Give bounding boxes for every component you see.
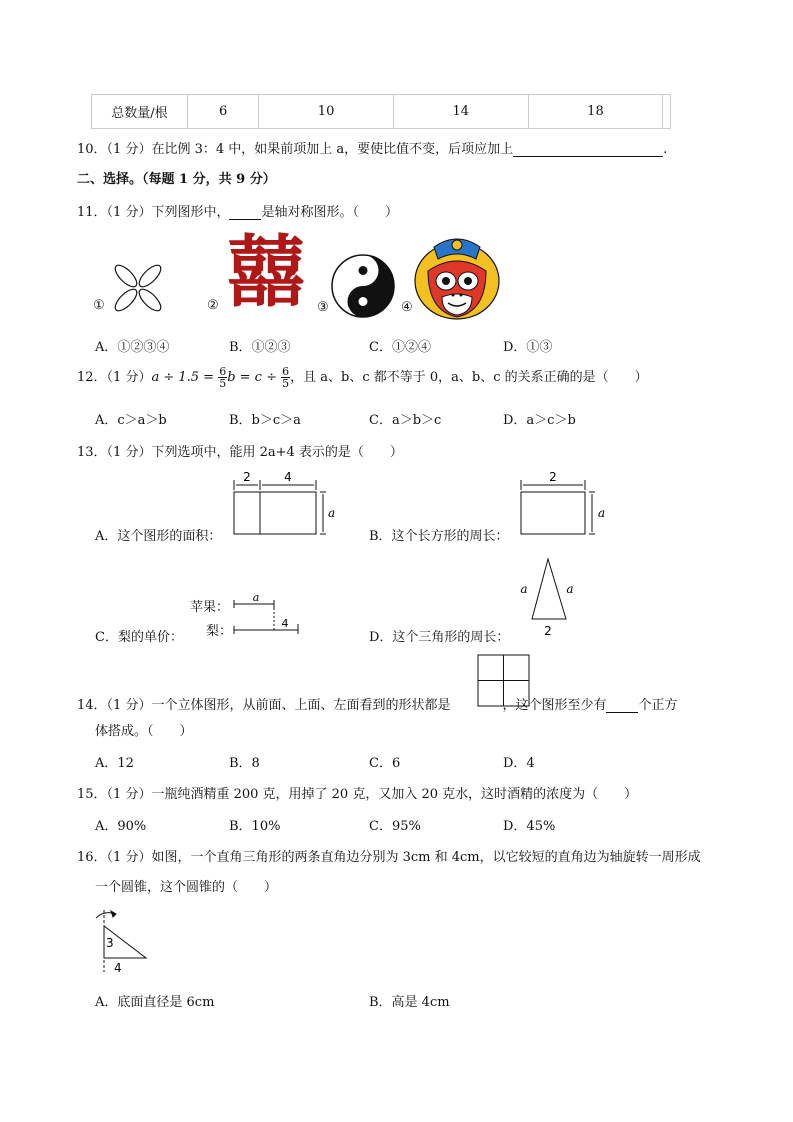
table-cell: 14 bbox=[393, 95, 528, 129]
yin-yang-figure bbox=[330, 253, 396, 319]
q12-fraction-1 bbox=[218, 366, 227, 389]
segment-label-4: 4 bbox=[281, 617, 289, 630]
q11-answer-blank[interactable] bbox=[229, 219, 261, 220]
table-cell: 6 bbox=[188, 95, 259, 129]
question-11-stem bbox=[77, 201, 398, 220]
q14-option-d[interactable]: D．4 bbox=[503, 756, 535, 771]
q13-option-d[interactable]: D．这个三角形的周长： bbox=[369, 630, 510, 645]
double-happiness-figure: 囍 bbox=[227, 228, 306, 318]
q15-option-d[interactable]: D．45% bbox=[503, 819, 556, 834]
dim-label-a: a bbox=[328, 506, 336, 520]
figure-mark-4: ④ bbox=[401, 300, 413, 315]
q13-d-triangle-figure bbox=[514, 556, 584, 638]
question-13-stem: 13．（1 分）下列选项中，能用 2a+4 表示的是（ ） bbox=[77, 445, 403, 460]
q11-option-a[interactable]: A．①②③④ bbox=[95, 340, 170, 355]
q16-option-b[interactable]: B．高是 4cm bbox=[369, 995, 450, 1010]
frac-denominator: 5 bbox=[219, 377, 227, 390]
four-petal-flower-figure bbox=[112, 262, 164, 314]
q12-prefix: 12．（1 分） bbox=[77, 370, 152, 385]
q13-option-b[interactable]: B．这个长方形的周长： bbox=[369, 529, 509, 544]
table-cell bbox=[663, 95, 671, 129]
q10-answer-blank[interactable] bbox=[513, 156, 663, 157]
table-row bbox=[92, 95, 671, 129]
question-16-stem-line-2: 一个圆锥，这个圆锥的（ ） bbox=[95, 880, 278, 895]
monkey-king-mask-figure bbox=[414, 233, 500, 321]
q14-stem-post: 个正方 bbox=[638, 698, 678, 713]
triangle-side-a-right: a bbox=[566, 582, 574, 596]
q13-option-a[interactable]: A．这个图形的面积： bbox=[95, 529, 222, 544]
q12-option-a[interactable]: A．c＞a＞b bbox=[95, 413, 167, 428]
leg-label-3: 3 bbox=[106, 936, 114, 950]
q13-c-line-figure bbox=[232, 590, 312, 638]
q12-option-d[interactable]: D．a＞c＞b bbox=[503, 413, 576, 428]
q11-stem-pre: 11．（1 分）下列图形中， bbox=[77, 205, 230, 220]
q14-stem-mid: ，这个图形至少有 bbox=[502, 698, 607, 713]
question-12-stem bbox=[77, 364, 648, 392]
figure-mark-3: ③ bbox=[317, 300, 329, 315]
q11-option-d[interactable]: D．①③ bbox=[503, 340, 553, 355]
dim-label-2: 2 bbox=[549, 470, 557, 484]
q16-right-triangle-figure bbox=[92, 908, 152, 974]
leg-label-4: 4 bbox=[114, 961, 122, 975]
q12-fraction-2 bbox=[281, 366, 290, 389]
section-2-heading: 二、选择。（每题 1 分，共 9 分） bbox=[77, 172, 276, 187]
q13-a-rectangle-figure bbox=[232, 470, 336, 540]
q13-b-rectangle-figure bbox=[519, 470, 619, 540]
frac-numerator: 6 bbox=[219, 365, 227, 378]
frac-numerator: 6 bbox=[282, 365, 290, 378]
q11-option-c[interactable]: C．①②④ bbox=[369, 340, 431, 355]
q12-option-c[interactable]: C．a＞b＞c bbox=[369, 413, 442, 428]
q15-option-a[interactable]: A．90% bbox=[95, 819, 147, 834]
frac-denominator: 5 bbox=[282, 377, 290, 390]
question-16-stem-line-1: 16．（1 分）如图，一个直角三角形的两条直角边分别为 3cm 和 4cm，以它较短的直角边为轴旋转一周形成 bbox=[77, 850, 701, 865]
triangle-side-a-left: a bbox=[520, 582, 528, 596]
q10-text: 10．（1 分）在比例 3：4 中，如果前项加上 a，要使比值不变，后项应加上 bbox=[77, 142, 514, 157]
q14-stem-line-2: 体搭成。（ ） bbox=[95, 724, 193, 739]
table-cell: 18 bbox=[528, 95, 663, 129]
q14-answer-blank[interactable] bbox=[606, 712, 638, 713]
q12-expr-a: a ÷ 1.5 = bbox=[151, 370, 215, 385]
q10-end: . bbox=[663, 142, 668, 157]
q13-c-pear-label: 梨： bbox=[206, 624, 233, 639]
q14-stem-pre: 14．（1 分）一个立体图形，从前面、上面、左面看到的形状都是 bbox=[77, 698, 451, 713]
q13-option-c[interactable]: C．梨的单价： bbox=[95, 630, 183, 645]
q14-option-b[interactable]: B．8 bbox=[229, 756, 260, 771]
q15-option-c[interactable]: C．95% bbox=[369, 819, 421, 834]
q12-expr-b: b = c ÷ bbox=[227, 370, 277, 385]
q12-option-b[interactable]: B．b＞c＞a bbox=[229, 413, 301, 428]
dim-label-a: a bbox=[598, 506, 606, 520]
table-cell: 10 bbox=[259, 95, 394, 129]
figure-mark-1: ① bbox=[93, 298, 105, 313]
dim-label-2: 2 bbox=[243, 470, 251, 484]
q14-option-c[interactable]: C．6 bbox=[369, 756, 401, 771]
question-15-stem: 15．（1 分）一瓶纯酒精重 200 克，用掉了 20 克，又加入 20 克水，这时酒精的浓度为（ ） bbox=[77, 787, 638, 802]
q15-option-b[interactable]: B．10% bbox=[229, 819, 281, 834]
q11-option-b[interactable]: B．①②③ bbox=[229, 340, 291, 355]
table-row-label: 总数量/根 bbox=[92, 95, 188, 129]
q12-suffix: ，且 a、b、c 都不等于 0，a、b、c 的关系正确的是（ ） bbox=[290, 370, 648, 385]
question-14-stem bbox=[77, 694, 677, 713]
segment-label-a: a bbox=[252, 591, 260, 604]
q14-four-square-grid-figure bbox=[477, 654, 531, 708]
dim-label-4: 4 bbox=[284, 470, 292, 484]
question-10 bbox=[77, 138, 667, 157]
q16-option-a[interactable]: A．底面直径是 6cm bbox=[95, 995, 215, 1010]
figure-mark-2: ② bbox=[207, 298, 219, 313]
q13-c-apple-label: 苹果： bbox=[190, 600, 230, 615]
quantity-table bbox=[91, 94, 671, 129]
triangle-base-label: 2 bbox=[544, 624, 552, 638]
q11-stem-post: 是轴对称图形。（ ） bbox=[261, 205, 398, 220]
q14-option-a[interactable]: A．12 bbox=[95, 756, 134, 771]
